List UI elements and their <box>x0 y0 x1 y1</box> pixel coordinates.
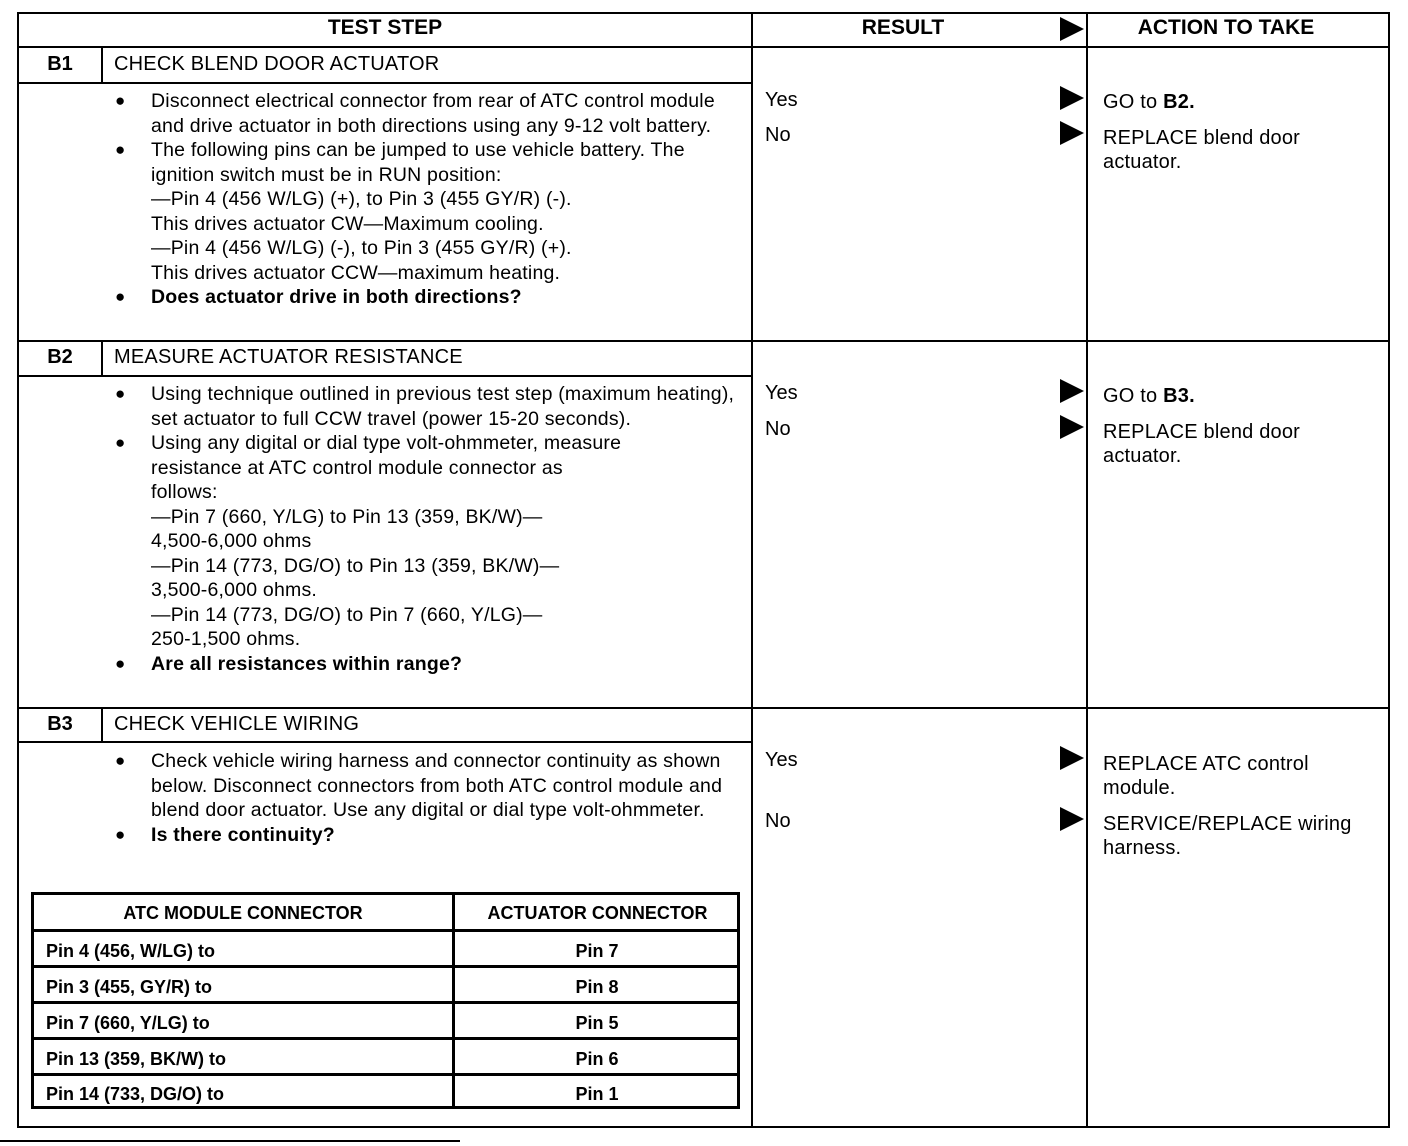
ctab-cell-actuator: Pin 6 <box>575 1049 619 1069</box>
b3-yes-action: REPLACE ATC control module. <box>1103 753 1309 799</box>
b3-no-arrow-icon <box>1060 807 1084 831</box>
b2-line-7: —Pin 14 (773, DG/O) to Pin 7 (660, Y/LG)— <box>151 603 543 626</box>
b2-line-8: 250-1,500 ohms. <box>151 628 301 650</box>
b3-title-bottom <box>17 741 753 743</box>
ctab-row-line-3 <box>34 1001 737 1004</box>
b1-yes: Yes <box>765 89 798 111</box>
b2-id-divider <box>101 340 103 376</box>
b1-no-action: REPLACE blend door actuator. <box>1103 127 1301 173</box>
ctab-cell-actuator: Pin 7 <box>575 941 619 961</box>
b2-bullet-2: ● Using any digital or dial type volt-ohmmeter, measure resistance at ATC control module connector as follows: <box>115 431 735 505</box>
b1-question: ● Does actuator drive in both directions? <box>115 285 735 310</box>
b2-line-4: 4,500-6,000 ohms <box>151 530 312 552</box>
b2-no-action: REPLACE blend door actuator. <box>1103 421 1301 467</box>
b2-yes-arrow-icon <box>1060 379 1084 403</box>
step-body-b2 <box>115 382 735 676</box>
b3-top <box>17 707 1390 709</box>
col-divider-1 <box>751 12 753 1128</box>
b1-yes-arrow-icon <box>1060 86 1084 110</box>
header-action: ACTION TO TAKE <box>1137 16 1315 39</box>
ctab-row-line-4 <box>34 1037 737 1040</box>
b2-bullet-1: ● Using technique outlined in previous test step (maximum heating), set actuator to full CCW travel (power 15-20 seconds). <box>115 382 735 431</box>
b1-yes-action-ref: B2. <box>1163 91 1195 113</box>
b3-yes-arrow-icon <box>1060 746 1084 770</box>
frame-top <box>17 12 1390 14</box>
frame-left <box>17 12 19 1128</box>
ctab-row-line-5 <box>34 1073 737 1076</box>
ctab-cell-atc: Pin 13 (359, BK/W) to <box>46 1049 227 1069</box>
b2-title-bottom <box>17 375 753 377</box>
step-id-b1: B1 <box>47 53 73 75</box>
ctab-cell-atc: Pin 3 (455, GY/R) to <box>46 977 213 997</box>
b3-bullet-1: ● Check vehicle wiring harness and connector continuity as shown below. Disconnect connectors from both ATC control module and blend door actuator. Use any digital or dial type volt-ohmmeter. <box>115 749 735 823</box>
b2-yes-action <box>1103 384 1195 408</box>
b3-no: No <box>765 810 791 832</box>
b2-no-arrow-icon <box>1060 415 1084 439</box>
b2-yes-action-prefix: GO to <box>1103 385 1164 407</box>
b3-id-divider <box>101 707 103 742</box>
b1-line-3: —Pin 4 (456 W/LG) (+), to Pin 3 (455 GY/R) (-). <box>151 188 572 210</box>
b2-question: ● Are all resistances within range? <box>115 652 735 677</box>
b2-top <box>17 340 1390 342</box>
header-test-step: TEST STEP <box>327 16 443 39</box>
ctab-cell-atc: Pin 4 (456, W/LG) to <box>46 941 216 961</box>
b2-line-5: —Pin 14 (773, DG/O) to Pin 13 (359, BK/W)— <box>151 554 560 577</box>
b1-line-4: This drives actuator CW—Maximum cooling. <box>151 212 544 235</box>
b2-yes-action-ref: B3. <box>1163 385 1195 407</box>
ctab-cell-actuator: Pin 8 <box>575 977 619 997</box>
ctab-cell-atc: Pin 14 (733, DG/O) to <box>46 1084 225 1104</box>
header-underline <box>17 46 1390 48</box>
b1-yes-action <box>1103 90 1195 114</box>
col-divider-2 <box>1086 12 1088 1128</box>
step-body-b3 <box>115 749 735 847</box>
b1-title-bottom <box>17 82 753 84</box>
ctab-header-atc: ATC MODULE CONNECTOR <box>123 903 363 923</box>
frame-bottom <box>17 1126 1390 1128</box>
b2-no: No <box>765 418 791 440</box>
b1-line-5: —Pin 4 (456 W/LG) (-), to Pin 3 (455 GY/R) (+). <box>151 237 572 259</box>
b2-line-3: —Pin 7 (660, Y/LG) to Pin 13 (359, BK/W)— <box>151 505 543 528</box>
b3-yes: Yes <box>765 749 798 771</box>
step-title-b2: MEASURE ACTUATOR RESISTANCE <box>114 346 463 368</box>
b1-yes-action-prefix: GO to <box>1103 91 1164 113</box>
b3-no-action: SERVICE/REPLACE wiring harness. <box>1103 813 1352 859</box>
step-title-b3: CHECK VEHICLE WIRING <box>114 713 360 735</box>
ctab-header-actuator: ACTUATOR CONNECTOR <box>487 903 708 923</box>
step-title-b1: CHECK BLEND DOOR ACTUATOR <box>114 53 440 75</box>
ctab-cell-actuator: Pin 1 <box>575 1084 619 1104</box>
b1-id-divider <box>101 46 103 83</box>
ctab-row-line-1 <box>34 929 737 932</box>
page-bottom-rule <box>0 1140 460 1142</box>
b2-line-6: 3,500-6,000 ohms. <box>151 579 318 601</box>
header-result: RESULT <box>861 16 945 39</box>
step-id-b2: B2 <box>47 346 73 368</box>
ctab-cell-atc: Pin 7 (660, Y/LG) to <box>46 1013 210 1033</box>
ctab-row-line-2 <box>34 965 737 968</box>
b2-yes: Yes <box>765 382 798 404</box>
b1-no-arrow-icon <box>1060 121 1084 145</box>
b1-line-6: This drives actuator CCW—maximum heating. <box>151 261 561 284</box>
step-id-b3: B3 <box>47 713 73 735</box>
frame-right <box>1388 12 1390 1128</box>
b1-bullet-1: ● Disconnect electrical connector from rear of ATC control module and drive actuator in both directions using any 9-12 volt battery. <box>115 89 735 138</box>
b1-bullet-2: ● The following pins can be jumped to use vehicle battery. The ignition switch must be in RUN position: <box>115 138 735 187</box>
b3-question: ● Is there continuity? <box>115 823 735 848</box>
step-body-b1 <box>115 89 735 310</box>
header-arrow-icon <box>1060 17 1084 41</box>
b1-no: No <box>765 124 791 146</box>
connector-table <box>31 892 740 1109</box>
ctab-cell-actuator: Pin 5 <box>575 1013 619 1033</box>
